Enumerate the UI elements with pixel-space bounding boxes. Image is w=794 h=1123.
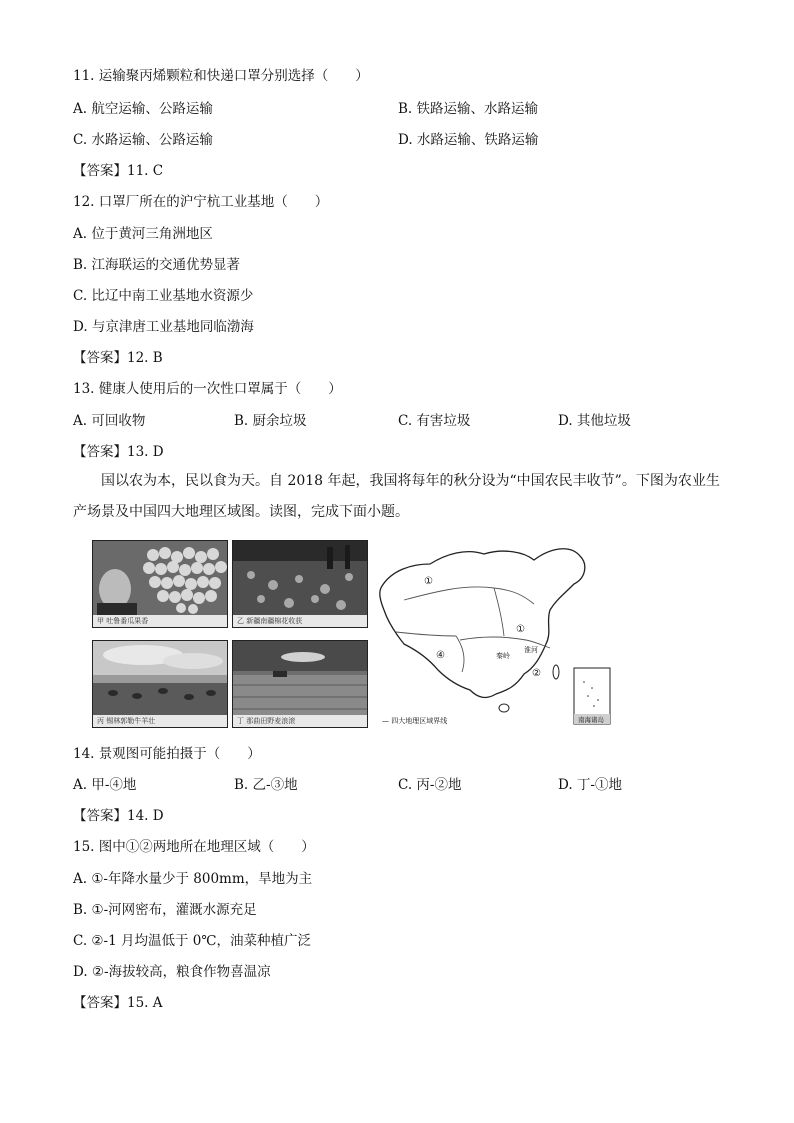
map-label-1-nw: ① — [424, 576, 433, 587]
q13-option-b: B. 厨余垃圾 — [234, 413, 307, 429]
q15-option-d: D. ②-海拔较高，粮食作物喜温凉 — [73, 964, 271, 980]
q12-option-a: A. 位于黄河三角洲地区 — [73, 226, 213, 242]
q12-answer: 【答案】12. B — [73, 350, 163, 366]
q15-option-a: A. ①-年降水量少于 800mm，旱地为主 — [73, 871, 313, 887]
q12-option-c: C. 比辽中南工业基地水资源少 — [73, 288, 254, 304]
map-label-4: ④ — [436, 650, 445, 661]
q11-option-d: D. 水路运输、铁路运输 — [398, 132, 539, 148]
q15-stem: 15. 图中①②两地所在地理区域（ ） — [73, 839, 315, 855]
photo-ding — [232, 640, 368, 728]
q14-option-b: B. 乙-③地 — [234, 777, 298, 793]
q14-stem: 14. 景观图可能拍摄于（ ） — [73, 746, 261, 762]
q13-option-d: D. 其他垃圾 — [558, 413, 631, 429]
q14-option-a: A. 甲-④地 — [73, 777, 137, 793]
photo-jia — [92, 540, 228, 628]
q13-option-c: C. 有害垃圾 — [398, 413, 471, 429]
q14-option-c: C. 丙-②地 — [398, 777, 462, 793]
q11-answer: 【答案】11. C — [73, 163, 164, 179]
q13-option-a: A. 可回收物 — [73, 413, 146, 429]
q11-option-c: C. 水路运输、公路运输 — [73, 132, 213, 148]
map-label-1-north: ① — [516, 624, 525, 635]
q11-option-a: A. 航空运输、公路运输 — [73, 101, 213, 117]
q11-option-b: B. 铁路运输、水路运输 — [398, 101, 539, 117]
china-regions-map — [374, 540, 614, 728]
photo-bing — [92, 640, 228, 728]
q13-answer: 【答案】13. D — [73, 444, 164, 460]
figure — [92, 540, 612, 728]
q14-answer: 【答案】14. D — [73, 808, 164, 824]
intro-paragraph: 国以农为本，民以食为天。自 2018 年起，我国将每年的秋分设为“中国农民丰收节”。下图为农业生产场景及中国四大地理区域图。读图，完成下面小题。 — [73, 473, 720, 520]
map-inset-label: 南海诸岛 — [578, 716, 604, 724]
map-legend: — 四大地理区域界线 — [382, 717, 448, 725]
photo-bing-caption: 丙 锡林郭勒牛羊壮 — [93, 715, 227, 727]
q14-option-d: D. 丁-①地 — [558, 777, 622, 793]
q11-stem: 11. 运输聚丙烯颗粒和快递口罩分别选择（ ） — [73, 68, 369, 84]
map-label-2: ② — [532, 668, 541, 679]
map-label-qinling: 秦岭 — [496, 652, 510, 660]
photo-jia-caption: 甲 吐鲁番瓜果香 — [93, 615, 227, 627]
q15-answer: 【答案】15. A — [73, 995, 163, 1011]
q13-stem: 13. 健康人使用后的一次性口罩属于（ ） — [73, 381, 342, 397]
q15-option-c: C. ②-1 月均温低于 0℃，油菜种植广泛 — [73, 933, 311, 949]
q12-option-b: B. 江海联运的交通优势显著 — [73, 257, 241, 273]
q15-option-b: B. ①-河网密布，灌溉水源充足 — [73, 902, 257, 918]
photo-yi — [232, 540, 368, 628]
q12-stem: 12. 口罩厂所在的沪宁杭工业基地（ ） — [73, 194, 329, 210]
map-label-huaihe: 淮河 — [524, 646, 538, 654]
q12-option-d: D. 与京津唐工业基地同临渤海 — [73, 319, 254, 335]
photo-ding-caption: 丁 那曲田野麦浪滚 — [233, 715, 367, 727]
photo-yi-caption: 乙 新疆南疆棉花收获 — [233, 615, 367, 627]
